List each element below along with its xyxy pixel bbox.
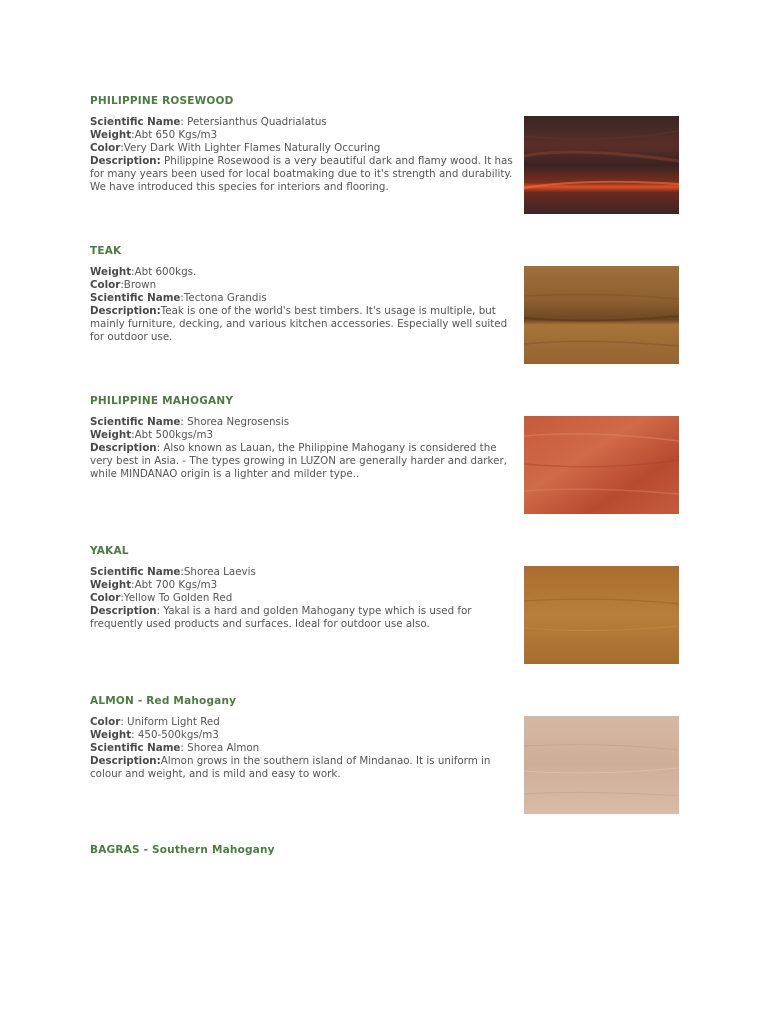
field-description: Description:Almon grows in the southern island of Mindanao. It is uniform in colour and weight, and is mild and easy to work. bbox=[90, 755, 491, 780]
almon-wood-swatch bbox=[524, 716, 679, 814]
field-color: Color:Very Dark With Lighter Flames Naturally Occuring bbox=[90, 142, 381, 154]
field-scientific-name: Scientific Name: Petersianthus Quadrialatus bbox=[90, 116, 327, 128]
field-description: Description: Philippine Rosewood is a very beautiful dark and flamy wood. It has for many years been used for local boatmaking due to it's strength and durability. We have introduced this species for interiors and flooring. bbox=[90, 155, 513, 193]
wood-title: ALMON - Red Mahogany bbox=[90, 695, 237, 707]
wood-entry-rosewood bbox=[90, 95, 680, 193]
field-description: Description:Teak is one of the world's best timbers. It's usage is multiple, but mainly furniture, decking, and various kitchen accessories. Especially well suited for outdoor use. bbox=[90, 305, 508, 343]
wood-entry-bagras bbox=[90, 844, 680, 857]
field-description: Description: Also known as Lauan, the Philippine Mahogany is considered the very best in Asia. - The types growing in LUZON are generally harder and darker, while MINDANAO origin is a lighter and milder type.. bbox=[90, 442, 507, 480]
field-weight: Weight:Abt 500kgs/m3 bbox=[90, 429, 214, 441]
field-weight: Weight:Abt 650 Kgs/m3 bbox=[90, 129, 218, 141]
field-weight: Weight:Abt 600kgs. bbox=[90, 266, 197, 278]
philippine-mahogany-wood-swatch bbox=[524, 416, 679, 514]
wood-title: PHILIPPINE ROSEWOOD bbox=[90, 95, 234, 107]
field-color: Color: Uniform Light Red bbox=[90, 716, 220, 728]
wood-entry-teak bbox=[90, 245, 680, 343]
wood-entry-yakal bbox=[90, 545, 680, 630]
field-weight: Weight:Abt 700 Kgs/m3 bbox=[90, 579, 218, 591]
field-weight: Weight: 450-500kgs/m3 bbox=[90, 729, 219, 741]
field-color: Color:Brown bbox=[90, 279, 157, 291]
wood-details bbox=[90, 266, 515, 344]
wood-title: PHILIPPINE MAHOGANY bbox=[90, 395, 234, 407]
field-scientific-name: Scientific Name:Shorea Laevis bbox=[90, 566, 256, 578]
wood-title: YAKAL bbox=[90, 545, 129, 557]
field-description: Description: Yakal is a hard and golden Mahogany type which is used for frequently used products and surfaces. Ideal for outdoor use also. bbox=[90, 605, 472, 630]
rosewood-wood-swatch bbox=[524, 116, 679, 214]
wood-entry-almon bbox=[90, 695, 680, 780]
teak-wood-swatch bbox=[524, 266, 679, 364]
wood-details bbox=[90, 416, 515, 481]
wood-entry-philippine-mahogany bbox=[90, 395, 680, 480]
yakal-wood-swatch bbox=[524, 566, 679, 664]
wood-title: TEAK bbox=[90, 245, 122, 257]
wood-details bbox=[90, 566, 515, 631]
field-color: Color:Yellow To Golden Red bbox=[90, 592, 233, 604]
wood-details bbox=[90, 116, 515, 194]
field-scientific-name: Scientific Name:Tectona Grandis bbox=[90, 292, 267, 304]
field-scientific-name: Scientific Name: Shorea Almon bbox=[90, 742, 260, 754]
field-scientific-name: Scientific Name: Shorea Negrosensis bbox=[90, 416, 290, 428]
wood-details bbox=[90, 716, 515, 781]
wood-title: BAGRAS - Southern Mahogany bbox=[90, 844, 275, 856]
